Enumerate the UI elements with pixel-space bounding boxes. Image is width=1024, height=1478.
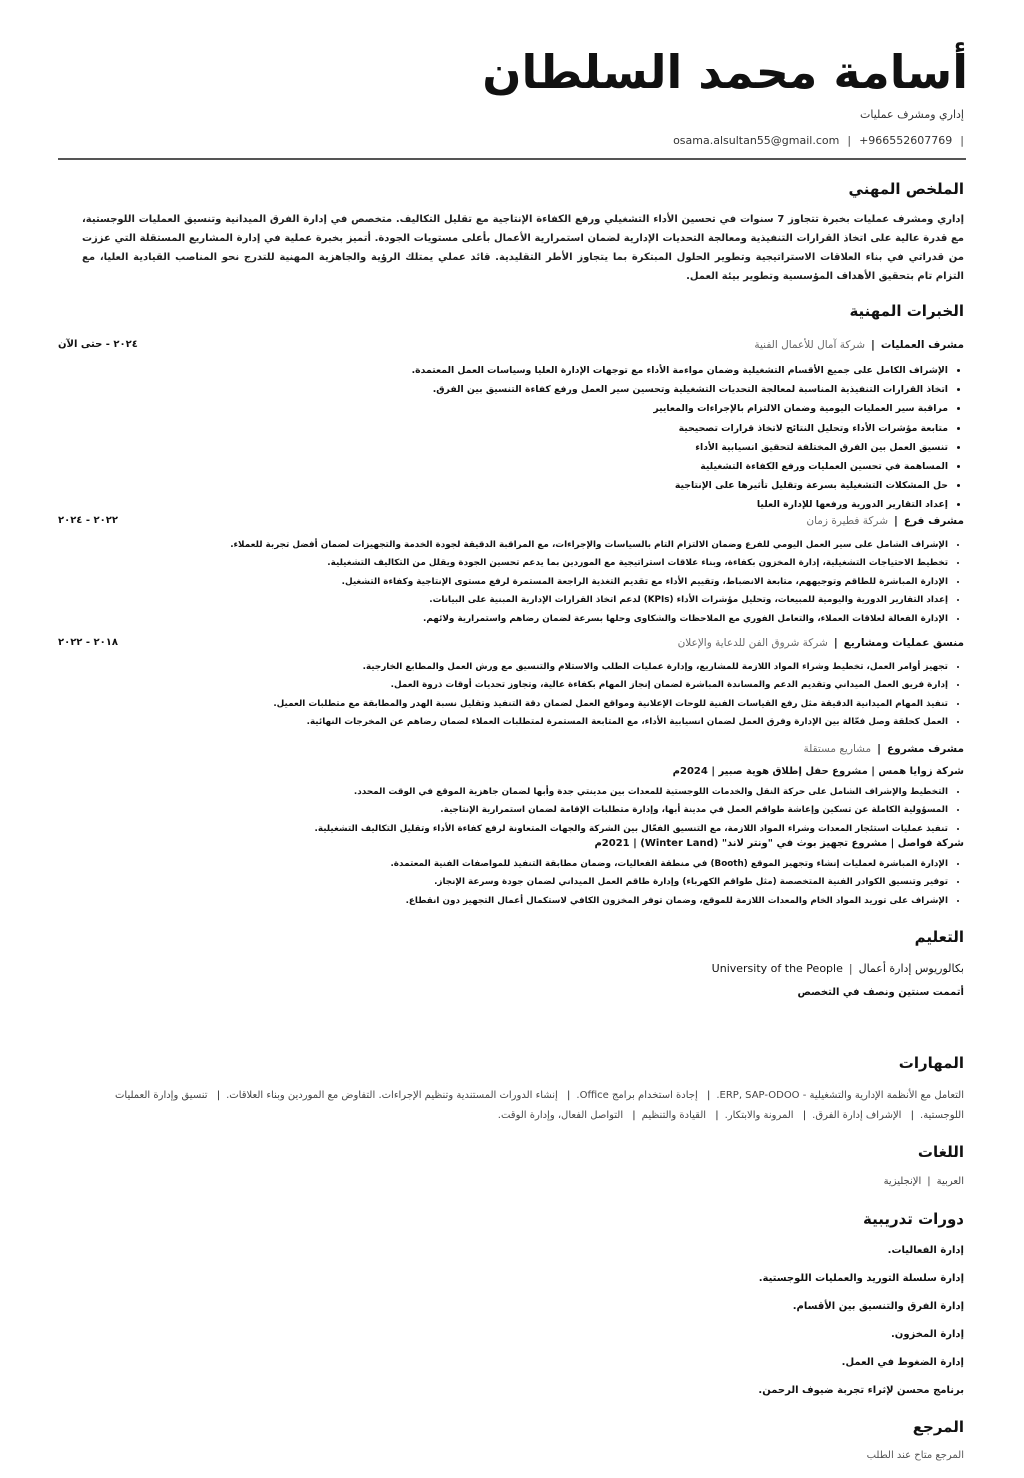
list-item: • مراقبة سير العمليات اليومية وضمان الالتزام بالإجراءات والمعايير — [412, 399, 948, 418]
list-item: • إعداد التقارير الدورية ورفعها للإدارة العليا — [412, 495, 948, 514]
separator: | — [567, 1090, 571, 1101]
list-item: • تخطيط الاحتياجات التشغيلية، إدارة المخزون بكفاءة، وبناء علاقات استراتيجية مع الموردين بما يدعم تحسين الجودة ويقلل من التكاليف التشغيلية. — [230, 554, 948, 572]
list-item: • إعداد التقارير الدورية واليومية للمبيعات، وتحليل مؤشرات الأداء (KPIs) لدعم اتخاذ القرارات الإدارية المبنية على البيانات. — [230, 591, 948, 609]
project-1-bullets — [315, 783, 962, 838]
header-divider — [58, 158, 966, 160]
skill-item: إنشاء الدورات المستندية وتنظيم الإجراءات. — [378, 1090, 558, 1101]
freelance-title: مشرف مشروع — [887, 743, 964, 755]
separator: | — [910, 1110, 915, 1121]
list-item: • تنسيق العمل بين الفرق المختلفة لتحقيق انسيابية الأداء — [412, 438, 948, 457]
course-item: برنامج محسن لإثراء تجربة ضيوف الرحمن. — [758, 1385, 964, 1396]
courses-heading: دورات تدريبية — [862, 1210, 964, 1228]
list-item: • تنفيذ المهام الميدانية الدقيقة مثل رفع القياسات الفنية للوحات الإعلانية ومواقع العمل لضمان دقة التنفيذ وتقليل نسبة الهدر والمطابقة مع متطلبات العميل. — [273, 695, 948, 713]
separator: | — [802, 1110, 807, 1121]
separator: | — [715, 1110, 719, 1121]
freelance-company: مشاريع مستقلة — [803, 743, 872, 755]
phone: +966552607769 — [859, 134, 953, 147]
skill-item: القيادة والتنظيم — [641, 1110, 707, 1121]
email[interactable]: osama.alsultan55@gmail.com — [673, 134, 840, 147]
course-item: إدارة الفعاليات. — [887, 1245, 964, 1256]
job-1-title: مشرف العمليات — [880, 339, 964, 351]
job-2-title-line — [806, 515, 964, 527]
list-item: • حل المشكلات التشغيلية بسرعة وتقليل تأثيرها على الإنتاجية — [412, 476, 948, 495]
course-item: إدارة سلسلة التوريد والعمليات اللوجستية. — [758, 1273, 964, 1284]
separator: | — [632, 1110, 636, 1121]
separator: | — [871, 339, 875, 351]
freelance-title-line — [803, 743, 964, 755]
list-item: • الإدارة الفعالة لعلاقات العملاء، والتعامل الفوري مع الملاحظات والشكاوى وحلها بسرعة لضمان رضاهم واستمرارية ولائهم. — [230, 610, 948, 628]
job-2-title: مشرف فرع — [903, 515, 964, 527]
list-item: • اتخاذ القرارات التنفيذية المناسبة لمعالجة التحديات التشغيلية وتحسين سير العمل ورفع كفاءة التنسيق بين الفرق. — [412, 380, 948, 399]
skill-item: التواصل الفعال، وإدارة الوقت. — [497, 1110, 624, 1121]
list-item: • الإدارة المباشرة للطاقم وتوجيههم، متابعة الانضباط، وتقييم الأداء مع تقديم التغذية الراجعة المستمرة لرفع مستوى الإنتاجية وكفاءة التشغيل. — [230, 573, 948, 591]
project-2-bullets — [390, 855, 962, 910]
course-item: إدارة الضغوط في العمل. — [841, 1357, 964, 1368]
skills-list — [70, 1086, 964, 1126]
job-2-company: شركة فطيرة زمان — [806, 515, 888, 527]
job-1-date: ٢٠٢٤ - حتى الآن — [58, 339, 138, 350]
separator: | — [877, 743, 881, 755]
skill-item: إجادة استخدام برامج Office. — [576, 1090, 698, 1101]
list-item: • المسؤولية الكاملة عن تسكين وإعاشة طواقم العمل في مدينة أبها، وإدارة متطلبات الإقامة لضمان استمرارية الإنتاجية. — [315, 801, 948, 819]
list-item: • تنفيذ عمليات استئجار المعدات وشراء المواد اللازمة، مع التنسيق الفعّال بين الشركة والجهات المتعاونة لرفع كفاءة الأداء وتقليل التكاليف التشغيلية. — [315, 820, 948, 838]
job-1-title-line — [754, 339, 964, 351]
job-3-bullets — [273, 658, 962, 732]
job-3-title: منسق عمليات ومشاريع — [843, 637, 964, 649]
reference-heading: المرجع — [912, 1418, 964, 1436]
job-2-bullets — [230, 536, 962, 628]
education-note: أتممت سنتين ونصف في التخصص — [797, 987, 964, 998]
experience-heading: الخبرات المهنية — [849, 302, 964, 320]
languages-heading: اللغات — [917, 1143, 964, 1161]
summary-text: إداري ومشرف عمليات بخبرة تتجاوز 7 سنوات في تحسين الأداء التشغيلي ورفع الكفاءة الإنتاجية مع تقليل التكاليف. متخصص في إدارة الفرق الميدانية وتنسيق العمليات اللوجستية، مع قدرة عالية على اتخاذ القرارات التنفيذية ومعالجة التحديات الإدارية لضمان استمرارية الأعمال بأعلى مستويات الجودة. أتميز بخبرة عملية في إدارة المشاريع المستقلة التي عززت من قدراتي في بناء العلاقات الاستراتيجية وتطوير الحلول المبتكرة بما يتجاوز الأطر التقليدية. قائد عملي يمتلك الرؤية والجاهزية المهنية للتدرج نحو المناصب القيادية العليا، مع التزام تام بتحقيق الأهداف المؤسسية وتطوير بيئة العمل. — [82, 214, 964, 282]
candidate-name: أسامة محمد السلطان — [482, 45, 968, 99]
summary-heading: الملخص المهني — [848, 180, 964, 198]
language-item: العربية — [936, 1176, 964, 1187]
project-1-title: شركة زوايا همس | مشروع حفل إطلاق هوية صبير | 2024م — [672, 766, 964, 777]
job-1-bullets — [412, 361, 962, 515]
list-item: • التخطيط والإشراف الشامل على حركة النقل والخدمات اللوجستية للمعدات بين مدينتي جدة وأبها لضمان جاهزية الموقع في الوقت المحدد. — [315, 783, 948, 801]
separator: | — [927, 1176, 931, 1187]
degree: بكالوريوس إدارة أعمال — [858, 962, 964, 975]
skill-item: الإشراف إدارة الفرق. — [812, 1110, 902, 1121]
education-row — [712, 962, 964, 975]
reference-text: المرجع متاح عند الطلب — [866, 1450, 964, 1461]
job-2-date: ٢٠٢٢ - ٢٠٢٤ — [58, 515, 118, 526]
job-3-date: ٢٠١٨ - ٢٠٢٢ — [58, 637, 118, 648]
project-2-title: شركة فواصل | مشروع تجهيز بوث في "ونتر لاند" (Winter Land) | 2021م — [594, 838, 964, 849]
list-item: • الإدارة المباشرة لعمليات إنشاء وتجهيز الموقع (Booth) في منطقة الفعاليات، وضمان مطابقة التنفيذ للمواصفات الفنية المعتمدة. — [390, 855, 948, 873]
list-item: • الإشراف الكامل على جميع الأقسام التشغيلية وضمان مواءمة الأداء مع توجهات الإدارة العليا وسياسات العمل المعتمدة. — [412, 361, 948, 380]
course-item: إدارة الفرق والتنسيق بين الأقسام. — [792, 1301, 964, 1312]
separator: | — [894, 515, 898, 527]
education-heading: التعليم — [914, 928, 964, 946]
list-item: • إدارة فريق العمل الميداني وتقديم الدعم والمساندة المباشرة لضمان إنجاز المهام بكفاءة عالية، وتجاوز تحديات أوقات ذروة العمل. — [273, 676, 948, 694]
job-3-company: شركة شروق الفن للدعاية والإعلان — [677, 637, 828, 649]
course-item: إدارة المخزون. — [891, 1329, 964, 1340]
separator: | — [960, 134, 964, 147]
languages-list — [884, 1176, 964, 1187]
skill-item: التعامل مع الأنظمة الإدارية والتشغيلية - ERP, SAP-ODOO. — [716, 1090, 964, 1101]
list-item: • الإشراف الشامل على سير العمل اليومي للفرع وضمان الالتزام التام بالسياسات والإجراءات، مع المراقبة الدقيقة لجودة الخدمة والتجهيزات لضمان أفضل تجربة للعملاء. — [230, 536, 948, 554]
job-1-company: شركة آمال للأعمال الفنية — [754, 339, 865, 351]
list-item: • توفير وتنسيق الكوادر الفنية المتخصصة (مثل طواقم الكهرباء) وإدارة طاقم العمل الميداني لضمان جودة وسرعة الإنجاز. — [390, 873, 948, 891]
skill-item: تنسيق وإدارة العمليات اللوجستية. — [114, 1090, 964, 1121]
job-3-title-line — [678, 637, 964, 649]
separator: | — [848, 962, 853, 975]
job-title: إداري ومشرف عمليات — [859, 108, 964, 121]
list-item: • الإشراف على توريد المواد الخام والمعدات اللازمة للموقع، وضمان توفر المخزون الكافي لاستكمال أعمال التجهيز دون انقطاع. — [390, 892, 948, 910]
list-item: • المساهمة في تحسين العمليات ورفع الكفاءة التشغيلية — [412, 457, 948, 476]
list-item: • تجهيز أوامر العمل، تخطيط وشراء المواد اللازمة للمشاريع، وإدارة عمليات الطلب والاستلام والتنسيق مع ورش العمل والمطابع الخارجية. — [273, 658, 948, 676]
skill-item: المرونة والابتكار. — [724, 1110, 794, 1121]
university: University of the People — [711, 962, 843, 975]
separator: | — [706, 1090, 711, 1101]
contact-line — [673, 134, 964, 147]
separator: | — [833, 637, 838, 649]
separator: | — [847, 134, 852, 147]
list-item: • العمل كحلقة وصل فعّالة بين الإدارة وفرق العمل لضمان انسيابية الأداء، مع المتابعة المستمرة لمتطلبات العملاء لضمان رضاهم عن المخرجات النهائية. — [273, 713, 948, 731]
language-item: الإنجليزية — [883, 1176, 922, 1187]
separator: | — [216, 1090, 221, 1101]
skills-heading: المهارات — [898, 1054, 964, 1072]
skill-item: التفاوض مع الموردين وبناء العلاقات. — [226, 1090, 376, 1101]
list-item: • متابعة مؤشرات الأداء وتحليل النتائج لاتخاذ قرارات تصحيحية — [412, 419, 948, 438]
